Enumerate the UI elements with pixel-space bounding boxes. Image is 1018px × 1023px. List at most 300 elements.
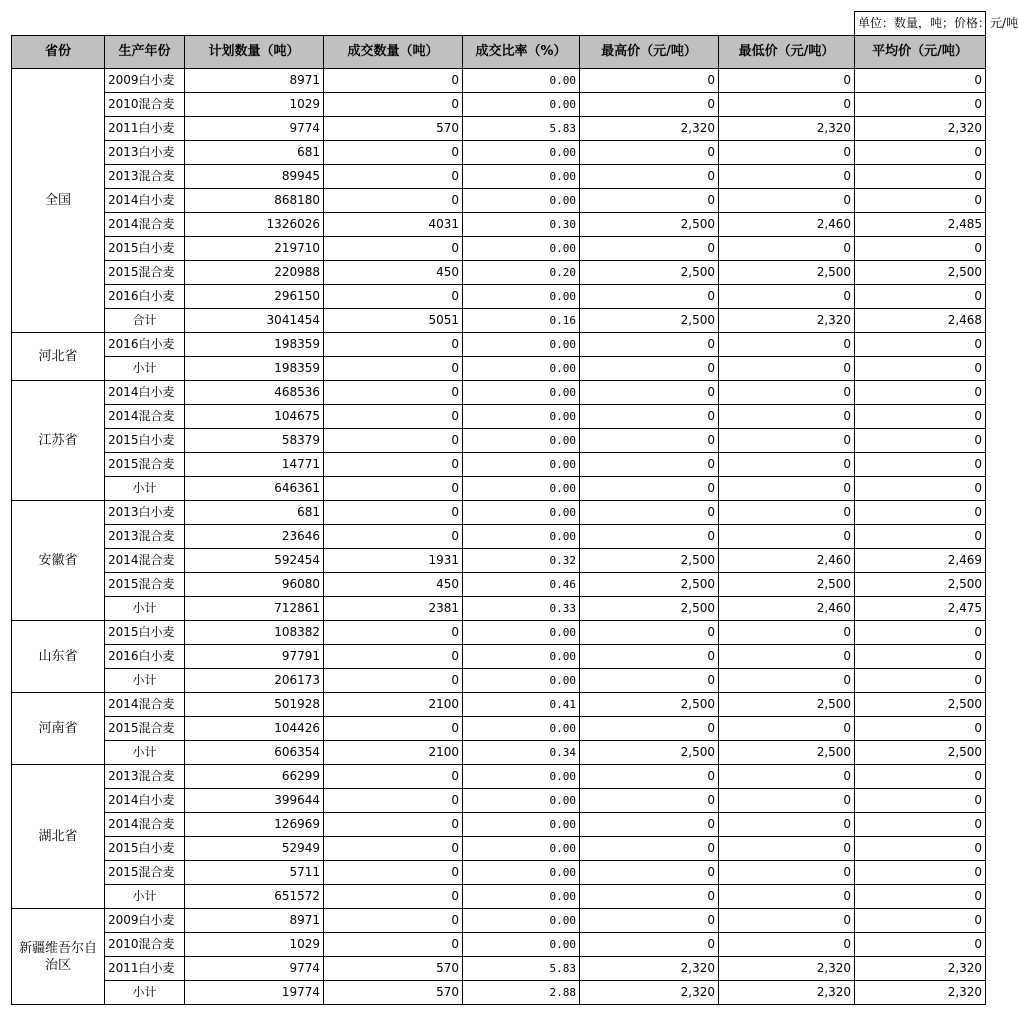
deal-quantity-cell: 1931: [324, 549, 463, 573]
deal-rate-cell: 0.20: [463, 261, 580, 285]
deal-quantity-cell: 0: [324, 69, 463, 93]
col-header-deal: 成交数量（吨）: [324, 36, 463, 69]
table-row: [12, 261, 986, 285]
deal-quantity-cell: 0: [324, 789, 463, 813]
col-header-max-price: 最高价（元/吨）: [580, 36, 719, 69]
plan-quantity-cell: 296150: [185, 285, 324, 309]
max-price-cell: 0: [580, 189, 719, 213]
table-row: [12, 501, 986, 525]
avg-price-cell: 2,469: [855, 549, 986, 573]
avg-price-cell: 0: [855, 285, 986, 309]
plan-quantity-cell: 198359: [185, 357, 324, 381]
table-row: [12, 957, 986, 981]
deal-quantity-cell: 0: [324, 165, 463, 189]
plan-quantity-cell: 58379: [185, 429, 324, 453]
min-price-cell: 0: [719, 381, 855, 405]
year-cell: 2013混合麦: [105, 765, 185, 789]
unit-note: 单位：数量，吨；价格：元/吨: [855, 12, 986, 36]
plan-quantity-cell: 3041454: [185, 309, 324, 333]
table-row-total: [12, 309, 986, 333]
plan-quantity-cell: 206173: [185, 669, 324, 693]
year-cell: 2013白小麦: [105, 141, 185, 165]
deal-quantity-cell: 0: [324, 933, 463, 957]
deal-rate-cell: 0.00: [463, 165, 580, 189]
plan-quantity-cell: 712861: [185, 597, 324, 621]
deal-quantity-cell: 0: [324, 861, 463, 885]
table-row: [12, 813, 986, 837]
min-price-cell: 0: [719, 285, 855, 309]
year-cell: 2014混合麦: [105, 549, 185, 573]
auction-results-sheet: [11, 11, 1018, 1005]
deal-quantity-cell: 450: [324, 261, 463, 285]
deal-rate-cell: 5.83: [463, 117, 580, 141]
deal-rate-cell: 0.00: [463, 501, 580, 525]
year-cell: 2014混合麦: [105, 813, 185, 837]
province-cell: 新疆维吾尔自治区: [12, 909, 105, 1005]
year-cell: 2013混合麦: [105, 525, 185, 549]
table-row: [12, 429, 986, 453]
avg-price-cell: 0: [855, 621, 986, 645]
table-row: [12, 117, 986, 141]
table-row: [12, 837, 986, 861]
min-price-cell: 0: [719, 525, 855, 549]
max-price-cell: 2,500: [580, 261, 719, 285]
min-price-cell: 0: [719, 357, 855, 381]
deal-quantity-cell: 0: [324, 93, 463, 117]
year-cell: 合计: [105, 309, 185, 333]
deal-rate-cell: 0.34: [463, 741, 580, 765]
plan-quantity-cell: 651572: [185, 885, 324, 909]
min-price-cell: 0: [719, 93, 855, 117]
deal-rate-cell: 0.46: [463, 573, 580, 597]
province-cell: 安徽省: [12, 501, 105, 621]
year-cell: 2015白小麦: [105, 837, 185, 861]
min-price-cell: 0: [719, 933, 855, 957]
deal-quantity-cell: 0: [324, 765, 463, 789]
min-price-cell: 0: [719, 837, 855, 861]
col-header-plan: 计划数量（吨）: [185, 36, 324, 69]
year-cell: 2016白小麦: [105, 645, 185, 669]
avg-price-cell: 0: [855, 189, 986, 213]
avg-price-cell: 2,500: [855, 693, 986, 717]
year-cell: 2015白小麦: [105, 237, 185, 261]
avg-price-cell: 0: [855, 933, 986, 957]
avg-price-cell: 0: [855, 669, 986, 693]
year-cell: 2015混合麦: [105, 453, 185, 477]
min-price-cell: 2,460: [719, 549, 855, 573]
province-cell: 湖北省: [12, 765, 105, 909]
table-row: [12, 645, 986, 669]
avg-price-cell: 2,475: [855, 597, 986, 621]
year-cell: 小计: [105, 477, 185, 501]
table-row: [12, 789, 986, 813]
plan-quantity-cell: 9774: [185, 957, 324, 981]
avg-price-cell: 0: [855, 789, 986, 813]
min-price-cell: 0: [719, 477, 855, 501]
plan-quantity-cell: 198359: [185, 333, 324, 357]
deal-rate-cell: 2.88: [463, 981, 580, 1005]
year-cell: 2015白小麦: [105, 429, 185, 453]
avg-price-cell: 0: [855, 429, 986, 453]
year-cell: 2010混合麦: [105, 933, 185, 957]
deal-rate-cell: 0.00: [463, 933, 580, 957]
max-price-cell: 0: [580, 165, 719, 189]
table-row: [12, 693, 986, 717]
avg-price-cell: 0: [855, 141, 986, 165]
plan-quantity-cell: 219710: [185, 237, 324, 261]
table-body: [12, 69, 986, 1005]
plan-quantity-cell: 681: [185, 501, 324, 525]
table-row-total: [12, 885, 986, 909]
province-cell: 河南省: [12, 693, 105, 765]
table-row: [12, 93, 986, 117]
deal-rate-cell: 0.32: [463, 549, 580, 573]
plan-quantity-cell: 23646: [185, 525, 324, 549]
max-price-cell: 0: [580, 717, 719, 741]
deal-quantity-cell: 2100: [324, 693, 463, 717]
min-price-cell: 0: [719, 813, 855, 837]
deal-quantity-cell: 0: [324, 405, 463, 429]
plan-quantity-cell: 399644: [185, 789, 324, 813]
deal-quantity-cell: 0: [324, 669, 463, 693]
year-cell: 小计: [105, 597, 185, 621]
deal-quantity-cell: 0: [324, 285, 463, 309]
avg-price-cell: 2,320: [855, 981, 986, 1005]
deal-rate-cell: 0.00: [463, 357, 580, 381]
min-price-cell: 0: [719, 669, 855, 693]
plan-quantity-cell: 96080: [185, 573, 324, 597]
plan-quantity-cell: 108382: [185, 621, 324, 645]
min-price-cell: 0: [719, 165, 855, 189]
deal-rate-cell: 0.16: [463, 309, 580, 333]
min-price-cell: 0: [719, 69, 855, 93]
deal-rate-cell: 0.00: [463, 717, 580, 741]
plan-quantity-cell: 97791: [185, 645, 324, 669]
deal-quantity-cell: 0: [324, 141, 463, 165]
deal-rate-cell: 0.00: [463, 837, 580, 861]
plan-quantity-cell: 681: [185, 141, 324, 165]
min-price-cell: 0: [719, 909, 855, 933]
year-cell: 2014白小麦: [105, 189, 185, 213]
avg-price-cell: 2,485: [855, 213, 986, 237]
min-price-cell: 0: [719, 717, 855, 741]
province-cell: 江苏省: [12, 381, 105, 501]
province-cell: 全国: [12, 69, 105, 333]
deal-rate-cell: 0.00: [463, 189, 580, 213]
table-row-total: [12, 597, 986, 621]
max-price-cell: 0: [580, 501, 719, 525]
table-row: [12, 381, 986, 405]
deal-rate-cell: 0.00: [463, 141, 580, 165]
table-row: [12, 525, 986, 549]
avg-price-cell: 0: [855, 645, 986, 669]
year-cell: 2013白小麦: [105, 501, 185, 525]
avg-price-cell: 0: [855, 837, 986, 861]
year-cell: 小计: [105, 741, 185, 765]
min-price-cell: 2,320: [719, 957, 855, 981]
year-cell: 2015混合麦: [105, 717, 185, 741]
year-cell: 2015混合麦: [105, 261, 185, 285]
deal-quantity-cell: 0: [324, 477, 463, 501]
deal-rate-cell: 0.00: [463, 69, 580, 93]
avg-price-cell: 0: [855, 357, 986, 381]
max-price-cell: 0: [580, 69, 719, 93]
auction-results-table: [11, 11, 1018, 1005]
min-price-cell: 0: [719, 861, 855, 885]
col-header-avg-price: 平均价（元/吨）: [855, 36, 986, 69]
max-price-cell: 2,500: [580, 693, 719, 717]
table-row: [12, 765, 986, 789]
min-price-cell: 2,320: [719, 981, 855, 1005]
deal-quantity-cell: 0: [324, 885, 463, 909]
max-price-cell: 0: [580, 861, 719, 885]
table-row: [12, 69, 986, 93]
plan-quantity-cell: 9774: [185, 117, 324, 141]
table-row-total: [12, 477, 986, 501]
max-price-cell: 0: [580, 765, 719, 789]
plan-quantity-cell: 501928: [185, 693, 324, 717]
avg-price-cell: 2,500: [855, 741, 986, 765]
deal-quantity-cell: 0: [324, 429, 463, 453]
table-row: [12, 141, 986, 165]
deal-rate-cell: 0.00: [463, 333, 580, 357]
avg-price-cell: 0: [855, 501, 986, 525]
table-row: [12, 717, 986, 741]
deal-quantity-cell: 4031: [324, 213, 463, 237]
plan-quantity-cell: 126969: [185, 813, 324, 837]
deal-quantity-cell: 0: [324, 621, 463, 645]
deal-rate-cell: 0.00: [463, 909, 580, 933]
min-price-cell: 0: [719, 141, 855, 165]
avg-price-cell: 0: [855, 765, 986, 789]
deal-rate-cell: 0.00: [463, 789, 580, 813]
table-row: [12, 333, 986, 357]
max-price-cell: 2,500: [580, 549, 719, 573]
deal-quantity-cell: 0: [324, 357, 463, 381]
year-cell: 2013混合麦: [105, 165, 185, 189]
table-row: [12, 405, 986, 429]
max-price-cell: 0: [580, 357, 719, 381]
deal-rate-cell: 0.00: [463, 429, 580, 453]
max-price-cell: 2,500: [580, 573, 719, 597]
max-price-cell: 0: [580, 453, 719, 477]
plan-quantity-cell: 1326026: [185, 213, 324, 237]
avg-price-cell: 2,500: [855, 573, 986, 597]
unit-row: [12, 12, 986, 36]
unit-spacer: [12, 12, 855, 36]
deal-rate-cell: 0.00: [463, 381, 580, 405]
deal-rate-cell: 0.00: [463, 405, 580, 429]
table-row: [12, 909, 986, 933]
avg-price-cell: 2,320: [855, 957, 986, 981]
plan-quantity-cell: 66299: [185, 765, 324, 789]
plan-quantity-cell: 220988: [185, 261, 324, 285]
province-cell: 河北省: [12, 333, 105, 381]
max-price-cell: 2,500: [580, 213, 719, 237]
max-price-cell: 0: [580, 813, 719, 837]
min-price-cell: 0: [719, 501, 855, 525]
deal-quantity-cell: 570: [324, 981, 463, 1005]
table-row-total: [12, 669, 986, 693]
table-row: [12, 165, 986, 189]
deal-quantity-cell: 450: [324, 573, 463, 597]
max-price-cell: 0: [580, 933, 719, 957]
min-price-cell: 0: [719, 333, 855, 357]
deal-rate-cell: 0.00: [463, 861, 580, 885]
deal-rate-cell: 0.00: [463, 525, 580, 549]
table-row: [12, 933, 986, 957]
avg-price-cell: 0: [855, 333, 986, 357]
min-price-cell: 0: [719, 189, 855, 213]
plan-quantity-cell: 14771: [185, 453, 324, 477]
table-row: [12, 861, 986, 885]
deal-quantity-cell: 570: [324, 957, 463, 981]
max-price-cell: 0: [580, 333, 719, 357]
plan-quantity-cell: 104426: [185, 717, 324, 741]
avg-price-cell: 0: [855, 717, 986, 741]
deal-rate-cell: 0.00: [463, 453, 580, 477]
max-price-cell: 0: [580, 669, 719, 693]
max-price-cell: 2,320: [580, 981, 719, 1005]
avg-price-cell: 0: [855, 525, 986, 549]
deal-quantity-cell: 0: [324, 645, 463, 669]
deal-rate-cell: 0.00: [463, 765, 580, 789]
year-cell: 2014白小麦: [105, 381, 185, 405]
max-price-cell: 2,500: [580, 597, 719, 621]
deal-quantity-cell: 0: [324, 189, 463, 213]
year-cell: 2014白小麦: [105, 789, 185, 813]
deal-rate-cell: 0.00: [463, 237, 580, 261]
plan-quantity-cell: 1029: [185, 933, 324, 957]
year-cell: 2015混合麦: [105, 861, 185, 885]
avg-price-cell: 0: [855, 93, 986, 117]
min-price-cell: 2,460: [719, 213, 855, 237]
table-row: [12, 189, 986, 213]
avg-price-cell: 0: [855, 165, 986, 189]
max-price-cell: 0: [580, 885, 719, 909]
deal-rate-cell: 5.83: [463, 957, 580, 981]
avg-price-cell: 0: [855, 477, 986, 501]
max-price-cell: 0: [580, 237, 719, 261]
avg-price-cell: 0: [855, 405, 986, 429]
min-price-cell: 0: [719, 429, 855, 453]
min-price-cell: 0: [719, 789, 855, 813]
col-header-rate: 成交比率（%）: [463, 36, 580, 69]
min-price-cell: 0: [719, 621, 855, 645]
year-cell: 2016白小麦: [105, 333, 185, 357]
deal-rate-cell: 0.00: [463, 621, 580, 645]
col-header-year: 生产年份: [105, 36, 185, 69]
min-price-cell: 0: [719, 885, 855, 909]
deal-rate-cell: 0.00: [463, 885, 580, 909]
year-cell: 2016白小麦: [105, 285, 185, 309]
deal-quantity-cell: 0: [324, 453, 463, 477]
deal-rate-cell: 0.30: [463, 213, 580, 237]
max-price-cell: 0: [580, 381, 719, 405]
avg-price-cell: 0: [855, 69, 986, 93]
min-price-cell: 2,460: [719, 597, 855, 621]
avg-price-cell: 0: [855, 813, 986, 837]
max-price-cell: 2,500: [580, 741, 719, 765]
avg-price-cell: 0: [855, 885, 986, 909]
year-cell: 2011白小麦: [105, 117, 185, 141]
deal-rate-cell: 0.00: [463, 477, 580, 501]
deal-quantity-cell: 2381: [324, 597, 463, 621]
max-price-cell: 0: [580, 621, 719, 645]
plan-quantity-cell: 8971: [185, 909, 324, 933]
min-price-cell: 0: [719, 237, 855, 261]
max-price-cell: 0: [580, 429, 719, 453]
max-price-cell: 0: [580, 477, 719, 501]
max-price-cell: 0: [580, 645, 719, 669]
avg-price-cell: 0: [855, 381, 986, 405]
plan-quantity-cell: 646361: [185, 477, 324, 501]
year-cell: 2015混合麦: [105, 573, 185, 597]
plan-quantity-cell: 468536: [185, 381, 324, 405]
year-cell: 2010混合麦: [105, 93, 185, 117]
deal-quantity-cell: 2100: [324, 741, 463, 765]
max-price-cell: 0: [580, 525, 719, 549]
min-price-cell: 2,320: [719, 117, 855, 141]
max-price-cell: 2,320: [580, 957, 719, 981]
plan-quantity-cell: 19774: [185, 981, 324, 1005]
plan-quantity-cell: 868180: [185, 189, 324, 213]
deal-rate-cell: 0.00: [463, 285, 580, 309]
deal-quantity-cell: 0: [324, 333, 463, 357]
year-cell: 2014混合麦: [105, 213, 185, 237]
table-row: [12, 621, 986, 645]
year-cell: 2015白小麦: [105, 621, 185, 645]
table-row: [12, 573, 986, 597]
table-row-total: [12, 981, 986, 1005]
deal-quantity-cell: 0: [324, 813, 463, 837]
plan-quantity-cell: 104675: [185, 405, 324, 429]
year-cell: 2011白小麦: [105, 957, 185, 981]
max-price-cell: 2,500: [580, 309, 719, 333]
plan-quantity-cell: 89945: [185, 165, 324, 189]
avg-price-cell: 0: [855, 237, 986, 261]
plan-quantity-cell: 606354: [185, 741, 324, 765]
deal-quantity-cell: 0: [324, 381, 463, 405]
avg-price-cell: 2,500: [855, 261, 986, 285]
avg-price-cell: 2,468: [855, 309, 986, 333]
table-row-total: [12, 741, 986, 765]
deal-rate-cell: 0.00: [463, 93, 580, 117]
plan-quantity-cell: 52949: [185, 837, 324, 861]
deal-quantity-cell: 0: [324, 525, 463, 549]
year-cell: 小计: [105, 885, 185, 909]
min-price-cell: 0: [719, 645, 855, 669]
avg-price-cell: 0: [855, 453, 986, 477]
deal-quantity-cell: 0: [324, 501, 463, 525]
max-price-cell: 2,320: [580, 117, 719, 141]
deal-quantity-cell: 570: [324, 117, 463, 141]
year-cell: 2009白小麦: [105, 69, 185, 93]
min-price-cell: 2,500: [719, 741, 855, 765]
table-row: [12, 549, 986, 573]
max-price-cell: 0: [580, 285, 719, 309]
year-cell: 2014混合麦: [105, 693, 185, 717]
table-row: [12, 237, 986, 261]
deal-quantity-cell: 5051: [324, 309, 463, 333]
year-cell: 2014混合麦: [105, 405, 185, 429]
min-price-cell: 0: [719, 405, 855, 429]
max-price-cell: 0: [580, 405, 719, 429]
plan-quantity-cell: 592454: [185, 549, 324, 573]
deal-quantity-cell: 0: [324, 837, 463, 861]
deal-rate-cell: 0.33: [463, 597, 580, 621]
deal-quantity-cell: 0: [324, 237, 463, 261]
